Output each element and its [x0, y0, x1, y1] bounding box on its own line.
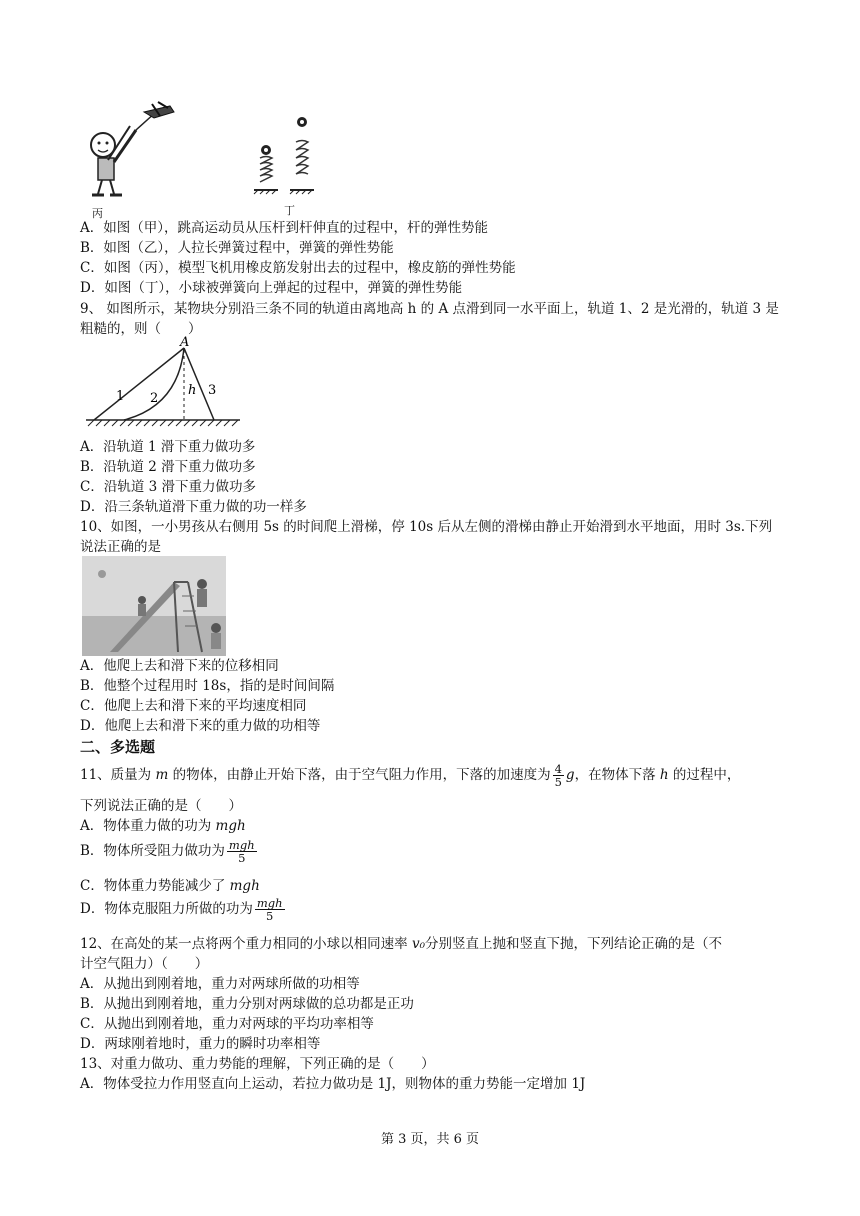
- q10-option-b: B．他整个过程用时 18s，指的是时间间隔: [80, 678, 335, 694]
- q8-option-a: A．如图（甲），跳高运动员从压杆到杆伸直的过程中，杆的弹性势能: [80, 220, 488, 236]
- q8-option-d: D．如图（丁），小球被弹簧向上弹起的过程中，弹簧的弹性势能: [80, 280, 463, 296]
- q11-stem-line1: 11、质量为 m 的物体，由静止开始下落，由于空气阻力作用，下落的加速度为 $\frac{4}{5}$ g，在物体下落 h 的过程中，: [80, 762, 741, 789]
- q12-option-c: C．从抛出到刚着地，重力对两球的平均功率相等: [80, 1016, 374, 1032]
- q9-option-b: B．沿轨道 2 滑下重力做功多: [80, 459, 256, 475]
- track-label-2: 2: [150, 391, 159, 406]
- q13-stem: 13、对重力做功、重力势能的理解，下列正确的是（ ）: [80, 1056, 435, 1072]
- track-label-1: 1: [116, 389, 125, 404]
- section-heading-multi-choice: 二、多选题: [80, 738, 156, 756]
- figure-bing: [78, 100, 188, 200]
- q9-stem: 9、 如图所示，某物块分别沿三条不同的轨道由离地高 h 的 A 点滑到同一水平面上，轨道 1、2 是光滑的，轨道 3 是粗糙的，则（ ）: [80, 301, 779, 337]
- q10-option-d: D．他爬上去和滑下来的重力做的功相等: [80, 718, 321, 734]
- q10-stem: 10、如图，一小男孩从右侧用 5s 的时间爬上滑梯，停 10s 后从左侧的滑梯由静止开始滑到水平地面，用时 3s.下列说法正确的是: [80, 519, 773, 555]
- figure-bing-label: 丙: [92, 207, 103, 220]
- q11-option-b: B．物体所受阻力做功为 $\frac{\text{mgh}}{5}$: [80, 838, 255, 865]
- page-number-footer: 第 3 页，共 6 页: [380, 1132, 480, 1147]
- q9-option-a: A．沿轨道 1 滑下重力做功多: [80, 439, 256, 455]
- q9-option-d: D．沿三条轨道滑下重力做的功一样多: [80, 499, 307, 515]
- q9-option-c: C．沿轨道 3 滑下重力做功多: [80, 479, 257, 495]
- figure-ding: [250, 112, 330, 200]
- track-label-3: 3: [208, 383, 217, 398]
- q11-option-a: A．物体重力做的功为 mgh: [80, 818, 246, 834]
- figure-tracks: [84, 336, 244, 432]
- figure-slide-photo: [82, 556, 226, 656]
- q11-stem-line2: 下列说法正确的是（ ）: [80, 798, 242, 814]
- track-label-h: h: [188, 383, 197, 398]
- figure-ding-label: 丁: [284, 204, 295, 217]
- q8-option-b: B．如图（乙），人拉长弹簧过程中，弹簧的弹性势能: [80, 240, 394, 256]
- q10-option-a: A．他爬上去和滑下来的位移相同: [80, 658, 279, 674]
- q10-option-c: C．他爬上去和滑下来的平均速度相同: [80, 698, 307, 714]
- q12-option-d: D．两球刚着地时，重力的瞬时功率相等: [80, 1036, 321, 1052]
- q12-stem-line1: 12、在高处的某一点将两个重力相同的小球以相同速率 v₀分别竖直上抛和竖直下抛，下列结论正确的是（不: [80, 936, 723, 952]
- q11-option-c: C．物体重力势能减少了 mgh: [80, 878, 260, 894]
- q12-stem-line2: 计空气阻力）（ ）: [80, 956, 209, 972]
- fraction-mgh-over-5: $\frac{\text{mgh}}{5}$: [256, 896, 283, 923]
- q8-option-c: C．如图（丙），模型飞机用橡皮筋发射出去的过程中，橡皮筋的弹性势能: [80, 260, 516, 276]
- q13-option-a: A．物体受拉力作用竖直向上运动，若拉力做功是 1J，则物体的重力势能一定增加 1J: [80, 1076, 586, 1092]
- q12-option-b: B．从抛出到刚着地，重力分别对两球做的总功都是正功: [80, 996, 414, 1012]
- track-point-a: A: [180, 336, 190, 350]
- q12-option-a: A．从抛出到刚着地，重力对两球所做的功相等: [80, 976, 360, 992]
- q11-option-d: D．物体克服阻力所做的功为 $\frac{\text{mgh}}{5}$: [80, 896, 283, 923]
- fraction-four-fifths: $\frac{4}{5}$: [554, 762, 562, 789]
- fraction-mgh-over-5: $\frac{\text{mgh}}{5}$: [228, 838, 255, 865]
